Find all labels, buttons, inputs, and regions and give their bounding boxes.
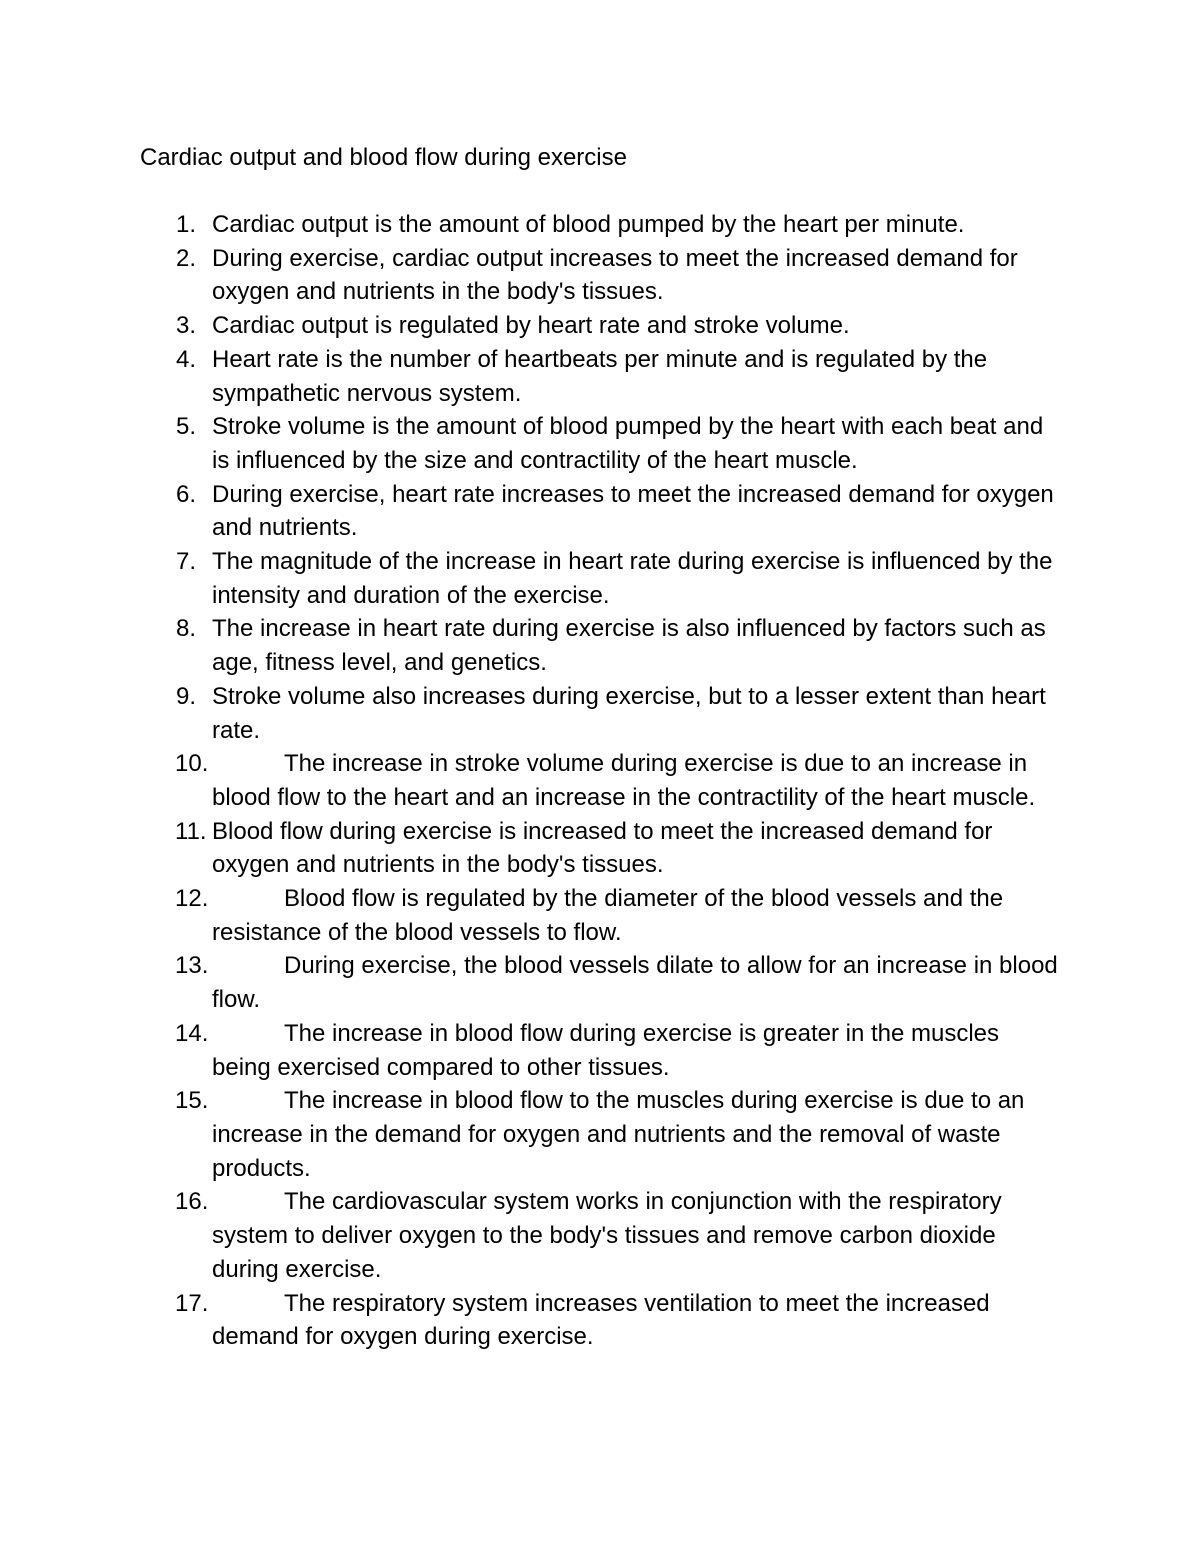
list-item-number: 9. bbox=[176, 682, 197, 710]
list-item bbox=[140, 747, 1060, 814]
list-item bbox=[140, 545, 1060, 612]
list-item-number: 17. bbox=[175, 1289, 209, 1317]
list-item-number: 8. bbox=[176, 615, 197, 643]
list-item-text: The increase in blood flow during exercise is greater in the muscles being exercised compared to other tissues. bbox=[212, 1019, 1000, 1081]
list-item-number: 3. bbox=[176, 312, 197, 340]
list-item-number: 15. bbox=[175, 1087, 209, 1115]
list-item-text: The increase in heart rate during exercise is also influenced by factors such as age, fitness level, and genetics. bbox=[212, 615, 1046, 677]
list-item-text: Stroke volume also increases during exercise, but to a lesser extent than heart rate. bbox=[212, 682, 1046, 744]
list-item-number: 10. bbox=[175, 750, 209, 778]
list-item bbox=[140, 882, 1060, 949]
list-item-number: 14. bbox=[175, 1019, 209, 1047]
list-item-number: 13. bbox=[175, 952, 209, 980]
document-title: Cardiac output and blood flow during exercise bbox=[140, 144, 627, 171]
list-item bbox=[140, 410, 1060, 477]
list-item-number: 6. bbox=[176, 480, 197, 508]
list-item-text: The increase in stroke volume during exercise is due to an increase in blood flow to the heart and an increase in the contractility of the heart muscle. bbox=[212, 750, 1036, 811]
list-item bbox=[140, 815, 1060, 882]
list-item-number: 4. bbox=[176, 345, 197, 373]
list-item-text: The cardiovascular system works in conjunction with the respiratory system to deliver oxygen to the body's tissues and remove carbon dioxide during exercise. bbox=[212, 1188, 1002, 1283]
list-item-text: The magnitude of the increase in heart rate during exercise is influenced by the intensity and duration of the exercise. bbox=[212, 548, 1053, 609]
list-item-text: Cardiac output is regulated by heart rate and stroke volume. bbox=[212, 312, 850, 340]
list-item bbox=[140, 1287, 1060, 1354]
list-item bbox=[140, 1185, 1060, 1286]
list-item-text: Blood flow is regulated by the diameter of the blood vessels and the resistance of the blood vessels to flow. bbox=[212, 885, 1004, 946]
list-item-number: 5. bbox=[176, 413, 197, 441]
list-item-text: Stroke volume is the amount of blood pumped by the heart with each beat and is influenced by the size and contractility of the heart muscle. bbox=[212, 413, 1044, 474]
list-item-text: During exercise, cardiac output increases to meet the increased demand for oxygen and nutrients in the body's tissues. bbox=[212, 244, 1018, 306]
list-item-number: 1. bbox=[176, 211, 197, 238]
list-item-number: 16. bbox=[175, 1188, 209, 1216]
list-item bbox=[140, 612, 1060, 679]
list-item-text: The respiratory system increases ventilation to meet the increased demand for oxygen during exercise. bbox=[212, 1289, 990, 1351]
list-item bbox=[140, 343, 1060, 410]
list-item-text: During exercise, heart rate increases to meet the increased demand for oxygen and nutrients. bbox=[212, 480, 1054, 542]
list-item-number: 12. bbox=[175, 885, 209, 913]
list-item-text: Cardiac output is the amount of blood pumped by the heart per minute. bbox=[212, 211, 965, 238]
list-item bbox=[140, 949, 1060, 1016]
list-item bbox=[140, 208, 1060, 242]
list-item-text: During exercise, the blood vessels dilate to allow for an increase in blood flow. bbox=[212, 952, 1058, 1014]
list-item-text: The increase in blood flow to the muscles during exercise is due to an increase in the demand for oxygen and nutrients and the removal of waste products. bbox=[212, 1087, 1025, 1182]
numbered-list bbox=[140, 208, 1060, 1354]
list-item-number: 11. bbox=[175, 817, 207, 845]
list-item-number: 7. bbox=[176, 548, 197, 576]
list-item-number: 2. bbox=[176, 244, 197, 272]
list-item bbox=[140, 242, 1060, 309]
list-item bbox=[140, 1017, 1060, 1084]
list-item bbox=[140, 478, 1060, 545]
list-item-text: Blood flow during exercise is increased to meet the increased demand for oxygen and nutrients in the body's tissues. bbox=[212, 817, 993, 879]
list-item-text: Heart rate is the number of heartbeats per minute and is regulated by the sympathetic nervous system. bbox=[212, 345, 988, 407]
list-item bbox=[140, 309, 1060, 343]
list-item bbox=[140, 680, 1060, 747]
list-item bbox=[140, 1084, 1060, 1185]
